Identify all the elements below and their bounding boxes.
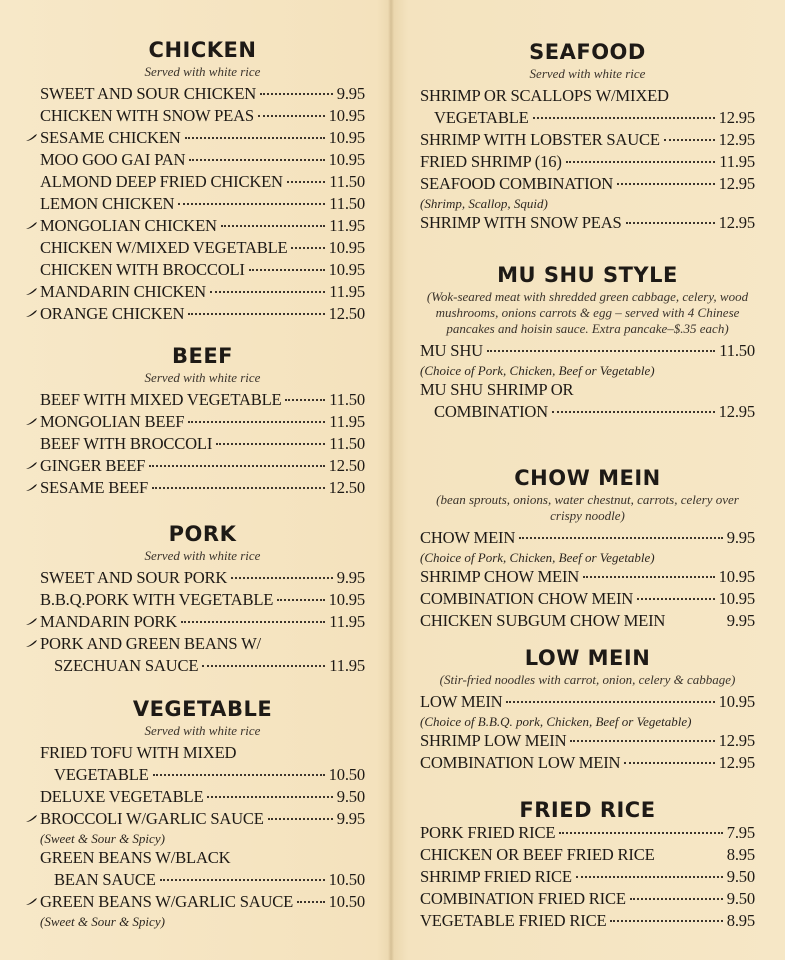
section-title: CHICKEN	[148, 38, 257, 62]
item-price: 10.95	[328, 590, 365, 609]
item-name: SHRIMP CHOW MEIN	[420, 567, 580, 586]
item-name: SWEET AND SOUR PORK	[40, 568, 228, 587]
section-title: BEEF	[171, 344, 234, 368]
menu-item-continued	[40, 869, 365, 891]
section-subtitle: (bean sprouts, onions, water chestnut, carrots, celery over crispy noodle)	[436, 492, 739, 523]
section-subtitle: Served with white rice	[529, 66, 646, 81]
item-name-continued: VEGETABLE	[54, 765, 149, 784]
item-name: FRIED SHRIMP (16)	[420, 152, 562, 171]
menu-item	[420, 151, 755, 173]
item-name: CHICKEN OR BEEF FRIED RICE	[420, 845, 655, 864]
item-name: VEGETABLE FRIED RICE	[420, 911, 607, 930]
item-name: MANDARIN CHICKEN	[40, 282, 206, 301]
item-price: 10.95	[328, 150, 365, 169]
item-name: BROCCOLI W/GARLIC SAUCE	[40, 809, 264, 828]
leader-dots	[617, 183, 715, 185]
menu-item	[420, 85, 755, 107]
section-chowmein	[420, 466, 755, 632]
menu-item	[40, 281, 365, 303]
menu-item	[40, 891, 365, 913]
section-pork	[40, 522, 365, 677]
item-price: 10.50	[328, 765, 365, 784]
item-name: ALMOND DEEP FRIED CHICKEN	[40, 172, 283, 191]
menu-item	[40, 808, 365, 830]
item-name: CHICKEN WITH BROCCOLI	[40, 260, 245, 279]
menu-item	[40, 411, 365, 433]
item-price: 10.95	[718, 567, 755, 586]
leader-dots	[626, 222, 715, 224]
leader-dots	[249, 269, 325, 271]
item-price: 12.95	[718, 402, 755, 421]
section-vegetable	[40, 697, 365, 930]
item-price: 9.50	[726, 889, 755, 908]
menu-item	[420, 340, 755, 362]
menu-item-continued	[40, 764, 365, 786]
item-name: MANDARIN PORK	[40, 612, 178, 631]
menu-item	[420, 610, 755, 632]
section-mushu	[420, 263, 755, 423]
item-note: (Sweet & Sour & Spicy)	[40, 914, 165, 929]
menu-item	[40, 611, 365, 633]
item-name: SHRIMP LOW MEIN	[420, 731, 567, 750]
chili-pepper-icon	[25, 639, 38, 648]
section-subtitle: (Stir-fried noodles with carrot, onion, celery & cabbage)	[439, 672, 736, 687]
item-name: MU SHU SHRIMP OR	[420, 380, 574, 399]
leader-dots	[152, 487, 325, 489]
item-name: SEAFOOD COMBINATION	[420, 174, 614, 193]
leader-dots	[637, 598, 715, 600]
item-name: SHRIMP WITH LOBSTER SAUCE	[420, 130, 660, 149]
item-name: PORK FRIED RICE	[420, 823, 556, 842]
section-subtitle: Served with white rice	[144, 548, 261, 563]
menu-item-continued	[40, 655, 365, 677]
menu-item	[420, 588, 755, 610]
section-lowmein	[420, 646, 755, 774]
menu-item	[40, 389, 365, 411]
item-name: BEEF WITH MIXED VEGETABLE	[40, 390, 282, 409]
item-name: LOW MEIN	[420, 692, 503, 711]
item-price: 11.95	[329, 412, 365, 431]
section-title: CHOW MEIN	[514, 466, 661, 490]
item-price: 10.95	[718, 692, 755, 711]
item-price: 12.50	[328, 478, 365, 497]
item-name: SHRIMP WITH SNOW PEAS	[420, 213, 622, 232]
item-price: 12.95	[718, 174, 755, 193]
item-name: CHICKEN W/MIXED VEGETABLE	[40, 238, 288, 257]
menu-item	[40, 215, 365, 237]
menu-item	[40, 127, 365, 149]
item-name: COMBINATION CHOW MEIN	[420, 589, 634, 608]
leader-dots	[506, 701, 714, 703]
menu-item	[420, 866, 755, 888]
leader-dots	[583, 576, 715, 578]
section-friedrice	[420, 798, 755, 932]
item-note: (Sweet & Sour & Spicy)	[40, 831, 165, 846]
item-name-continued: SZECHUAN SAUCE	[54, 656, 199, 675]
leader-dots	[185, 137, 325, 139]
leader-dots	[533, 117, 715, 119]
item-price: 12.95	[718, 130, 755, 149]
menu-item	[40, 847, 365, 869]
item-price: 10.95	[718, 589, 755, 608]
leader-dots	[566, 161, 716, 163]
chili-pepper-icon	[25, 461, 38, 470]
item-name-continued: VEGETABLE	[434, 108, 529, 127]
leader-dots	[260, 93, 333, 95]
menu-item	[40, 633, 365, 655]
section-title: SEAFOOD	[529, 40, 646, 64]
menu-item	[420, 173, 755, 195]
item-price: 9.95	[336, 568, 365, 587]
item-price: 12.95	[718, 731, 755, 750]
menu-item	[40, 303, 365, 325]
item-name: SESAME CHICKEN	[40, 128, 181, 147]
item-name: CHOW MEIN	[420, 528, 516, 547]
item-name: PORK AND GREEN BEANS W/	[40, 634, 261, 653]
section-title: VEGETABLE	[132, 697, 273, 721]
menu-item	[420, 129, 755, 151]
menu-item	[420, 379, 755, 401]
item-price: 8.95	[726, 845, 755, 864]
chili-pepper-icon	[25, 897, 38, 906]
item-price: 11.95	[719, 152, 755, 171]
item-price: 11.95	[329, 612, 365, 631]
item-name: SHRIMP FRIED RICE	[420, 867, 572, 886]
item-price: 11.50	[329, 172, 365, 191]
leader-dots	[188, 313, 324, 315]
item-price: 11.50	[719, 341, 755, 360]
chili-pepper-icon	[25, 417, 38, 426]
menu-item	[40, 589, 365, 611]
item-name: SESAME BEEF	[40, 478, 148, 497]
item-price: 12.50	[328, 304, 365, 323]
leader-dots	[576, 876, 723, 878]
leader-dots	[268, 818, 333, 820]
chili-pepper-icon	[25, 309, 38, 318]
menu-item	[40, 477, 365, 499]
leader-dots	[291, 247, 324, 249]
item-price: 10.95	[328, 128, 365, 147]
item-price: 10.95	[328, 260, 365, 279]
item-name: MONGOLIAN CHICKEN	[40, 216, 217, 235]
section-subtitle: Served with white rice	[144, 64, 261, 79]
item-name: SWEET AND SOUR CHICKEN	[40, 84, 257, 103]
chili-pepper-icon	[25, 814, 38, 823]
item-name: DELUXE VEGETABLE	[40, 787, 204, 806]
item-name: LEMON CHICKEN	[40, 194, 175, 213]
leader-dots	[552, 411, 715, 413]
menu-item-continued	[420, 401, 755, 423]
item-note: (Choice of B.B.Q. pork, Chicken, Beef or Vegetable)	[420, 714, 692, 729]
chili-pepper-icon	[25, 221, 38, 230]
item-name: SHRIMP OR SCALLOPS W/MIXED	[420, 86, 669, 105]
menu-item	[420, 212, 755, 234]
section-title: PORK	[168, 522, 237, 546]
leader-dots	[277, 599, 324, 601]
item-name: ORANGE CHICKEN	[40, 304, 185, 323]
menu-item	[40, 433, 365, 455]
item-name: GREEN BEANS W/GARLIC SAUCE	[40, 892, 294, 911]
chili-pepper-icon	[25, 287, 38, 296]
item-price: 9.50	[726, 867, 755, 886]
leader-dots	[297, 901, 325, 903]
item-name: B.B.Q.PORK WITH VEGETABLE	[40, 590, 274, 609]
chili-pepper-icon	[25, 133, 38, 142]
menu-item	[40, 105, 365, 127]
item-price: 9.95	[726, 611, 755, 630]
menu-item	[40, 455, 365, 477]
menu-item	[40, 149, 365, 171]
item-price: 12.95	[718, 213, 755, 232]
menu-item	[40, 786, 365, 808]
page-fold	[388, 0, 394, 960]
leader-dots	[559, 832, 722, 834]
menu-item	[40, 567, 365, 589]
item-name: GREEN BEANS W/BLACK	[40, 848, 231, 867]
menu-item	[420, 752, 755, 774]
item-price: 11.95	[329, 282, 365, 301]
item-price: 12.95	[718, 108, 755, 127]
item-name: CHICKEN WITH SNOW PEAS	[40, 106, 254, 125]
leader-dots	[210, 291, 325, 293]
section-title: LOW MEIN	[524, 646, 651, 670]
item-price: 11.95	[329, 216, 365, 235]
menu-item	[40, 193, 365, 215]
menu-item	[40, 259, 365, 281]
menu-item	[420, 527, 755, 549]
item-price: 11.95	[329, 656, 365, 675]
item-price: 9.95	[336, 84, 365, 103]
section-subtitle: (Wok-seared meat with shredded green cabbage, celery, wood mushrooms, onions carrots & egg – served with 4 Chinese pancakes and hoisin sauce. Extra pancake–$.35 each)	[426, 289, 749, 336]
item-note: (Choice of Pork, Chicken, Beef or Vegetable)	[420, 363, 655, 378]
leader-dots	[153, 774, 325, 776]
chili-pepper-icon	[25, 617, 38, 626]
menu-item	[40, 171, 365, 193]
leader-dots	[216, 443, 325, 445]
item-price: 12.95	[718, 753, 755, 772]
section-beef	[40, 344, 365, 499]
item-price: 9.95	[726, 528, 755, 547]
item-name: CHICKEN SUBGUM CHOW MEIN	[420, 611, 666, 630]
item-price: 12.50	[328, 456, 365, 475]
menu-item	[420, 910, 755, 932]
leader-dots	[487, 350, 715, 352]
section-subtitle: Served with white rice	[144, 370, 261, 385]
leader-dots	[630, 898, 723, 900]
item-name-continued: BEAN SAUCE	[54, 870, 156, 889]
leader-dots	[188, 421, 325, 423]
item-name-continued: COMBINATION	[434, 402, 548, 421]
item-note: (Choice of Pork, Chicken, Beef or Vegetable)	[420, 550, 655, 565]
menu-item	[40, 742, 365, 764]
menu-item	[40, 83, 365, 105]
item-price: 7.95	[726, 823, 755, 842]
section-seafood	[420, 40, 755, 234]
item-name: MU SHU	[420, 341, 483, 360]
leader-dots	[149, 465, 324, 467]
item-name: MOO GOO GAI PAN	[40, 150, 186, 169]
leader-dots	[207, 796, 332, 798]
chili-pepper-icon	[25, 483, 38, 492]
menu-item	[40, 237, 365, 259]
item-name: GINGER BEEF	[40, 456, 146, 475]
item-name: MONGOLIAN BEEF	[40, 412, 185, 431]
leader-dots	[624, 762, 714, 764]
menu-item	[420, 566, 755, 588]
leader-dots	[221, 225, 325, 227]
menu-item	[420, 822, 755, 844]
section-subtitle: Served with white rice	[144, 723, 261, 738]
item-price: 10.50	[328, 892, 365, 911]
leader-dots	[231, 577, 333, 579]
menu-item	[420, 691, 755, 713]
leader-dots	[202, 665, 325, 667]
item-price: 11.50	[329, 390, 365, 409]
item-name: COMBINATION FRIED RICE	[420, 889, 626, 908]
item-note: (Shrimp, Scallop, Squid)	[420, 196, 548, 211]
leader-dots	[287, 181, 325, 183]
leader-dots	[258, 115, 325, 117]
menu-item	[420, 888, 755, 910]
leader-dots	[178, 203, 325, 205]
leader-dots	[181, 621, 325, 623]
item-price: 10.95	[328, 238, 365, 257]
section-title: FRIED RICE	[519, 798, 656, 822]
section-title: MU SHU STYLE	[497, 263, 678, 287]
menu-item	[420, 730, 755, 752]
item-price: 8.95	[726, 911, 755, 930]
leader-dots	[519, 537, 723, 539]
item-price: 10.95	[328, 106, 365, 125]
item-price: 9.95	[336, 809, 365, 828]
item-price: 9.50	[336, 787, 365, 806]
item-name: FRIED TOFU WITH MIXED	[40, 743, 237, 762]
item-name: COMBINATION LOW MEIN	[420, 753, 621, 772]
section-chicken	[40, 38, 365, 325]
item-price: 10.50	[328, 870, 365, 889]
leader-dots	[610, 920, 722, 922]
menu-item-continued	[420, 107, 755, 129]
leader-dots	[189, 159, 324, 161]
item-price: 11.50	[329, 434, 365, 453]
menu-item	[420, 844, 755, 866]
leader-dots	[285, 399, 325, 401]
item-price: 11.50	[329, 194, 365, 213]
leader-dots	[570, 740, 714, 742]
item-name: BEEF WITH BROCCOLI	[40, 434, 213, 453]
leader-dots	[160, 879, 325, 881]
leader-dots	[664, 139, 715, 141]
